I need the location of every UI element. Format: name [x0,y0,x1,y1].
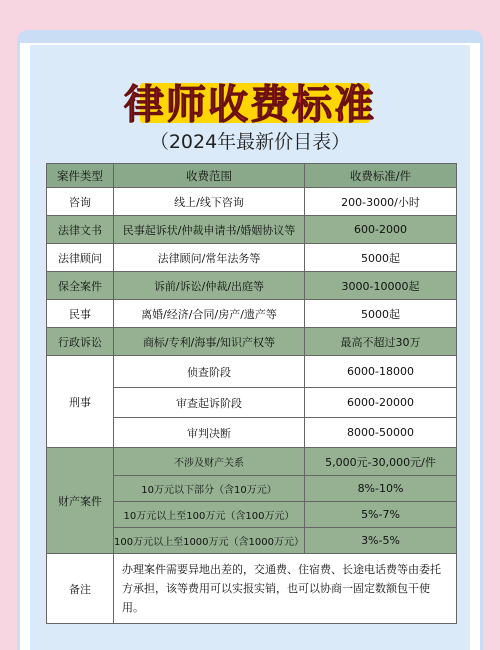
fee-range: 侦查阶段 [114,356,305,388]
fee-standard: 8%-10% [305,476,457,502]
fee-range: 离婚/经济/合同/房产/遗产等 [114,300,305,328]
fee-range: 不涉及财产关系 [114,448,305,476]
page-subtitle: （2024年最新价目表） [149,131,351,153]
table-row-remark [47,554,457,624]
fee-standard: 600-2000 [305,216,457,244]
table-row-property [47,448,457,476]
fee-range: 诉前/诉讼/仲裁/出庭等 [114,272,305,300]
case-type: 财产案件 [47,448,114,554]
header-range: 收费范围 [114,164,305,188]
fee-standard: 6000-18000 [305,356,457,388]
fee-range: 10万元以下部分（含10万元） [114,476,305,502]
fee-range: 商标/专利/海事/知识产权等 [114,328,305,356]
table-row [47,188,457,216]
fee-range: 100万元以上至1000万元（含1000万元） [114,528,305,554]
fee-standard: 5000起 [305,300,457,328]
fee-standard: 6000-20000 [305,388,457,418]
case-type: 民事 [47,300,114,328]
case-type: 咨询 [47,188,114,216]
table-header-row [47,164,457,188]
price-card [20,33,480,650]
case-type: 刑事 [47,356,114,448]
table-row [47,272,457,300]
fee-standard: 5%-7% [305,502,457,528]
fee-standard: 8000-50000 [305,418,457,448]
remark-text: 办理案件需要异地出差的，交通费、住宿费、长途电话费等由委托方承担，该等费用可以实报实销，也可以协商一固定数额包干使用。 [114,554,457,624]
fee-range: 10万元以上至100万元（含100万元） [114,502,305,528]
case-type: 行政诉讼 [47,328,114,356]
fee-range: 线上/线下咨询 [114,188,305,216]
case-type: 法律顾问 [47,244,114,272]
case-type: 保全案件 [47,272,114,300]
table-row [47,244,457,272]
card-top-bar [20,33,480,43]
table-row-criminal [47,356,457,388]
fee-range: 审查起诉阶段 [114,388,305,418]
fee-range: 民事起诉状/仲裁申请书/婚姻协议等 [114,216,305,244]
fee-standard: 5,000元-30,000元/件 [305,448,457,476]
fee-range: 法律顾问/常年法务等 [114,244,305,272]
card-content [30,45,470,650]
fee-standard: 5000起 [305,244,457,272]
page-title: 律师收费标准 [124,82,376,128]
fee-standard: 3%-5% [305,528,457,554]
fee-standard: 最高不超过30万 [305,328,457,356]
header-case-type: 案件类型 [47,164,114,188]
fee-standard: 200-3000/小时 [305,188,457,216]
fee-standard: 3000-10000起 [305,272,457,300]
table-row [47,216,457,244]
fee-range: 审判决断 [114,418,305,448]
case-type: 法律文书 [47,216,114,244]
case-type: 备注 [47,554,114,624]
header-fee: 收费标准/件 [305,164,457,188]
fee-table [46,163,457,624]
table-row [47,300,457,328]
table-row [47,328,457,356]
